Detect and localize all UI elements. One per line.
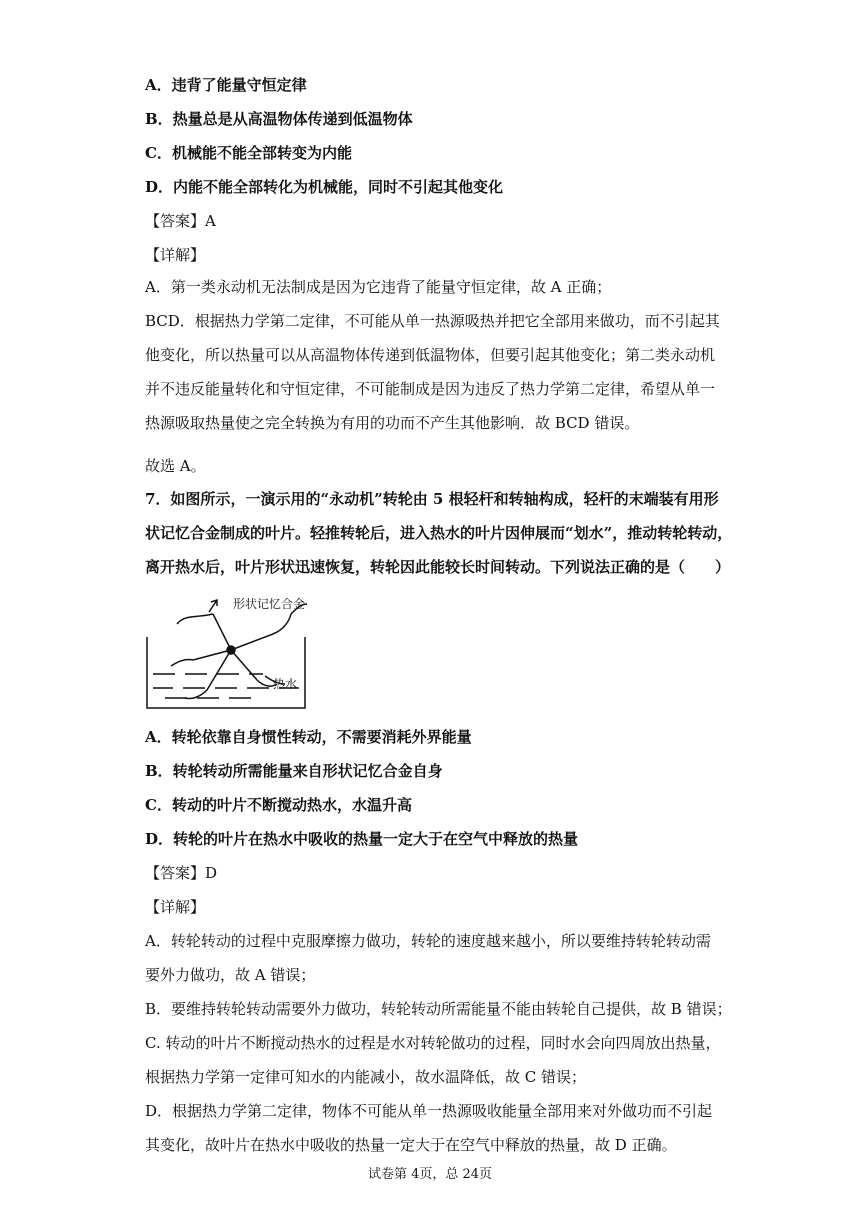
q7-stem-line: 状记忆合金制成的叶片。轻推转轮后，进入热水的叶片因伸展而“划水”，推动转轮转动， — [145, 524, 733, 542]
blade — [177, 614, 213, 624]
blade — [185, 690, 207, 699]
q7-explanation-line: 要外力做功，故 A 错误； — [145, 966, 316, 984]
blade — [171, 659, 193, 666]
q6-explanation-line: 热源吸取热量使之完全转换为有用的功而不产生其他影响．故 BCD 错误。 — [145, 414, 640, 432]
q7-explanation-line: 其变化，故叶片在热水中吸收的热量一定大于在空气中释放的热量，故 D 正确。 — [145, 1136, 677, 1154]
q7-stem-line: 离开热水后，叶片形状迅速恢复，转轮因此能较长时间转动。下列说法正确的是（ ） — [145, 558, 731, 576]
q7-answer: 【答案】D — [145, 864, 218, 882]
q6-explanation-line: 并不违反能量转化和守恒定律，不可能制成是因为违反了热力学第二定律，希望从单一 — [145, 380, 716, 398]
q7-explanation-line: C. 转动的叶片不断搅动热水的过程是水对转轮做功的过程，同时水会向四周放出热量， — [145, 1034, 721, 1052]
q6-explanation-line: BCD．根据热力学第二定律，不可能从单一热源吸热并把它全部用来做功，而不引起其 — [145, 312, 720, 330]
wheel-diagram — [145, 592, 345, 710]
alloy-label: 形状记忆合金 — [233, 597, 306, 611]
q6-conclusion: 故选 A。 — [145, 457, 206, 475]
q7-stem-line: 7．如图所示，一演示用的“永动机”转轮由 5 根轻杆和转轴构成，轻杆的末端装有用形 — [145, 490, 719, 508]
water-label: 热水 — [273, 677, 298, 691]
spoke — [231, 634, 273, 650]
q7-detail-label: 【详解】 — [145, 898, 206, 916]
q6-option-c: C．机械能不能全部转变为内能 — [145, 144, 352, 162]
q7-explanation-line: A．转轮转动的过程中克服摩擦力做功，转轮的速度越来越小，所以要维持转轮转动需 — [145, 932, 711, 950]
blade — [273, 614, 291, 634]
page-footer: 试卷第 4页，总 24页 — [367, 1167, 493, 1182]
q6-detail-label: 【详解】 — [145, 246, 206, 264]
q6-option-d: D．内能不能全部转化为机械能，同时不引起其他变化 — [145, 178, 504, 196]
q7-explanation-line: 根据热力学第一定律可知水的内能减小，故水温降低，故 C 错误； — [145, 1068, 587, 1086]
q7-option-c: C．转动的叶片不断搅动热水，水温升高 — [145, 796, 412, 814]
q6-option-a: A．违背了能量守恒定律 — [145, 76, 307, 94]
q6-option-b: B．热量总是从高温物体传递到低温物体 — [145, 110, 413, 128]
spoke — [213, 614, 231, 650]
q6-answer: 【答案】A — [145, 212, 216, 230]
q7-explanation-line: B．要维持转轮转动需要外力做功，转轮转动所需能量不能由转轮自己提供，故 B 错误； — [145, 1000, 732, 1018]
q6-explanation-line: 他变化，所以热量可以从高温物体传递到低温物体，但要引起其他变化；第二类永动机 — [145, 346, 716, 364]
q7-option-d: D．转轮的叶片在热水中吸收的热量一定大于在空气中释放的热量 — [145, 830, 579, 848]
spoke — [231, 650, 257, 680]
q7-option-b: B．转轮转动所需能量来自形状记忆合金自身 — [145, 762, 443, 780]
q6-explanation-line: A．第一类永动机无法制成是因为它违背了能量守恒定律，故 A 正确； — [145, 278, 612, 296]
q7-explanation-line: D．根据热力学第二定律，物体不可能从单一热源吸收能量全部用来对外做功而不引起 — [145, 1102, 713, 1120]
q7-option-a: A．转轮依靠自身惯性转动，不需要消耗外界能量 — [145, 728, 472, 746]
